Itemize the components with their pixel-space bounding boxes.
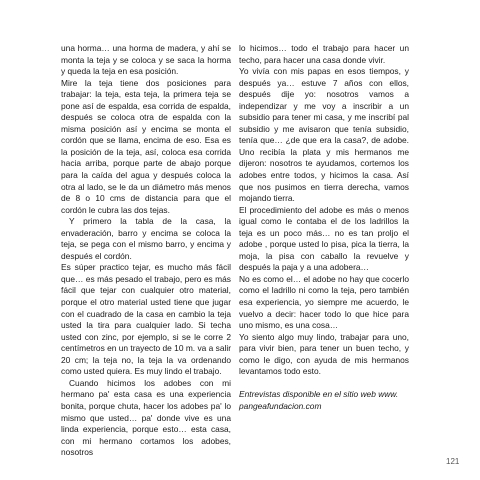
- paragraph: Yo siento algo muy lindo, trabajar para uno, para vivir bien, para tener un buen techo, y como le digo, con ayuda de mis hermanos levantamos todo esto.: [239, 331, 409, 377]
- paragraph: Yo vivía con mis papas en esos tiempos, y después ya… estuve 7 años con ellos, después dije yo: nosotros vamos a independizar y me voy a inscribir a un subsidio para tener mi casa, y me inscribí pal subsidio y me avisaron que tenía subsidio, tenía que… ¿de que era la casa?, de adobe. Uno recibía la plata y mis hermanos me dijeron: nosotros te ayudamos, cortemos los adobes entre todos, y hicimos la casa. Así que nos pusimos en tierra derecha, vamos mojando tierra.: [239, 66, 409, 204]
- paragraph: Y primero la tabla de la casa, la envaderación, barro y encima se coloca la teja, se pega con el mismo barro, y encima y después el cordón.: [61, 216, 231, 261]
- paragraph: No es como el… el adobe no hay que cocerlo como el ladrillo ni como la teja, pero también esa experiencia, yo siempre me acuerdo, le vuelvo a decir: hacer todo lo que hice para uno mismo, es una cosa…: [239, 273, 409, 331]
- left-text-column: [61, 43, 231, 459]
- paragraph: Es súper practico tejar, es mucho más fácil que… es más pesado el trabajo, pero es más fácil que tejar con cualquier otro material, porque el otro material usted tiene que jugar con el cuadrado de la casa en cambio la teja usted la tira para cualquier lado. Si techa usted con zinc, por ejemplo, si se le corre 2 centímetros en un trayecto de 10 m. va a salir 20 cm; la teja no, la teja la va ordenando como usted quiera. Es muy lindo el trabajo.: [61, 262, 231, 377]
- paragraph: Mire la teja tiene dos posiciones para trabajar: la teja, esta teja, la primera teja se pone así de espalda, esa corrida de espalda, después se coloca otra de espalda con la misma posición así y encima se monta el cordón que se llama, encima de eso. Esa es la posición de la teja, así, coloca esa corrida hacia arriba, porque parte de abajo porque para la caída del agua y después coloca la otra al lado, se le da un diámetro más menos de 8 o 10 cms de distancia para que el cordón le cubra las dos tejas.: [61, 77, 231, 215]
- source-credit: Entrevistas disponible en el sitio web www. pangeafundacion.com: [239, 389, 399, 411]
- paragraph: Cuando hicimos los adobes con mi hermano pa' esta casa es una experiencia bonita, porque chuta, hacer los adobes pa' lo mismo que usted… pa' donde vive es una linda experiencia, porque esto… esta casa, con mi hermano cortamos los adobes, nosotros: [61, 377, 231, 458]
- right-text-column: [239, 43, 409, 412]
- paragraph: lo hicimos… todo el trabajo para hacer un techo, para hacer una casa donde vivir.: [239, 43, 409, 65]
- paragraph: una horma… una horma de madera, y ahí se monta la teja y se coloca y se saca la horma y queda la teja en esa posición.: [61, 43, 231, 77]
- page-number: 121: [446, 457, 460, 466]
- paragraph: El procedimiento del adobe es más o menos igual como le contaba el de los ladrillos la teja es un poco más… no es tan proljo el adobe , porque usted lo pisa, pica la tierra, la moja, la pisa con caballo la revuelve y después la paja y a una adobera…: [239, 204, 409, 273]
